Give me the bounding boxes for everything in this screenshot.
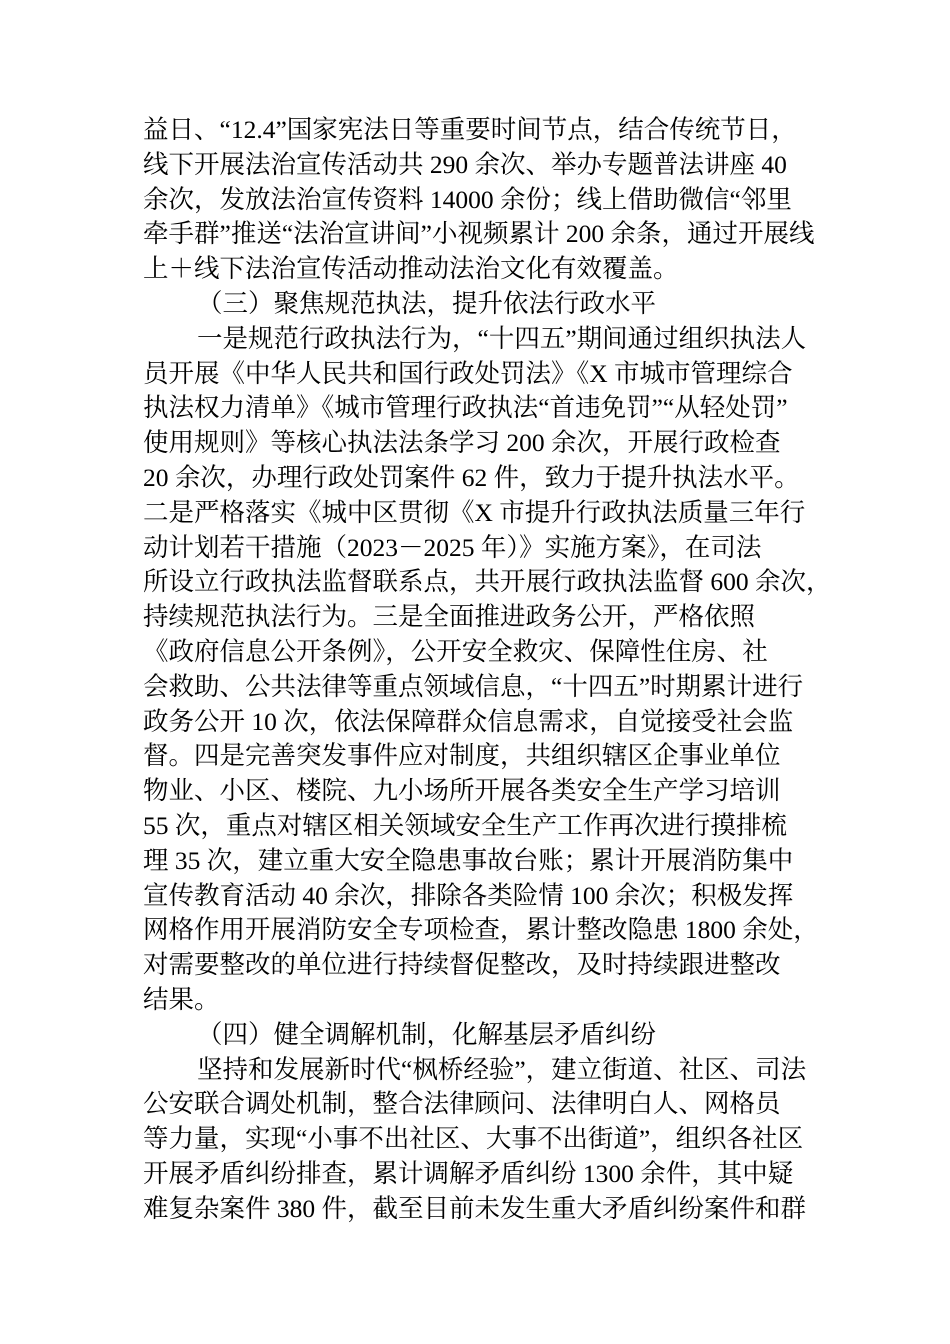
- text-line: 督。四是完善突发事件应对制度，共组织辖区企事业单位: [143, 741, 781, 771]
- text-line: 网格作用开展消防安全专项检查，累计整改隐患 1800 余处，: [143, 915, 819, 945]
- text-line: 理 35 次，建立重大安全隐患事故台账；累计开展消防集中: [143, 845, 794, 875]
- text-line: 上＋线下法治宣传活动推动法治文化有效覆盖。: [143, 254, 679, 284]
- text-line: 政务公开 10 次，依法保障群众信息需求，自觉接受社会监: [143, 706, 794, 736]
- text-line: 20 余次，办理行政处罚案件 62 件，致力于提升执法水平。: [143, 462, 800, 492]
- text-line: 员开展《中华人民共和国行政处罚法》《X 市城市管理综合: [143, 358, 793, 388]
- document-body: [143, 113, 843, 1227]
- text-line: 55 次，重点对辖区相关领域安全生产工作再次进行摸排梳: [143, 810, 787, 840]
- text-line: 开展矛盾纠纷排查，累计调解矛盾纠纷 1300 余件，其中疑: [143, 1158, 794, 1188]
- text-line: 难复杂案件 380 件，截至目前未发生重大矛盾纠纷案件和群: [143, 1193, 807, 1223]
- text-line: 持续规范执法行为。三是全面推进政务公开，严格依照: [143, 602, 756, 632]
- text-line: 《政府信息公开条例》，公开安全救灾、保障性住房、社: [143, 636, 768, 666]
- text-line: 动计划若干措施（2023－2025 年）》实施方案》，在司法: [143, 532, 762, 562]
- text-line: 线下开展法治宣传活动共 290 余次、举办专题普法讲座 40: [143, 149, 787, 179]
- text-line: 宣传教育活动 40 余次，排除各类险情 100 余次；积极发挥: [143, 880, 794, 910]
- text-line: 结果。: [143, 984, 220, 1014]
- text-line: 公安联合调处机制，整合法律顾问、法律明白人、网格员: [143, 1089, 781, 1119]
- text-line: 二是严格落实《城中区贯彻《X 市提升行政执法质量三年行: [143, 497, 806, 527]
- text-line: 益日、“12.4”国家宪法日等重要时间节点，结合传统节日，: [143, 115, 797, 144]
- text-line: 所设立行政执法监督联系点，共开展行政执法监督 600 余次，: [143, 567, 832, 597]
- text-line: 余次，发放法治宣传资料 14000 余份；线上借助微信“邻里: [143, 184, 792, 214]
- text-line: 坚持和发展新时代“枫桥经验”，建立街道、社区、司法: [197, 1054, 807, 1084]
- text-line: 使用规则》等核心执法法条学习 200 余次，开展行政检查: [143, 428, 781, 458]
- text-line: 一是规范行政执法行为，“十四五”期间通过组织执法人: [197, 323, 807, 353]
- text-line: （三）聚焦规范执法，提升依法行政水平: [197, 288, 657, 318]
- text-line: 等力量，实现“小事不出社区、大事不出街道”，组织各社区: [143, 1124, 804, 1154]
- text-line: 会救助、公共法律等重点领域信息，“十四五”时期累计进行: [143, 671, 804, 701]
- text-line: （四）健全调解机制，化解基层矛盾纠纷: [197, 1019, 657, 1049]
- text-line: 牵手群”推送“法治宣讲间”小视频累计 200 余条，通过开展线: [143, 219, 815, 249]
- text-line: 对需要整改的单位进行持续督促整改，及时持续跟进整改: [143, 950, 781, 980]
- text-line: 物业、小区、楼院、九小场所开展各类安全生产学习培训: [143, 776, 781, 806]
- text-line: 执法权力清单》《城市管理行政执法“首违免罚”“从轻处罚”: [143, 393, 788, 423]
